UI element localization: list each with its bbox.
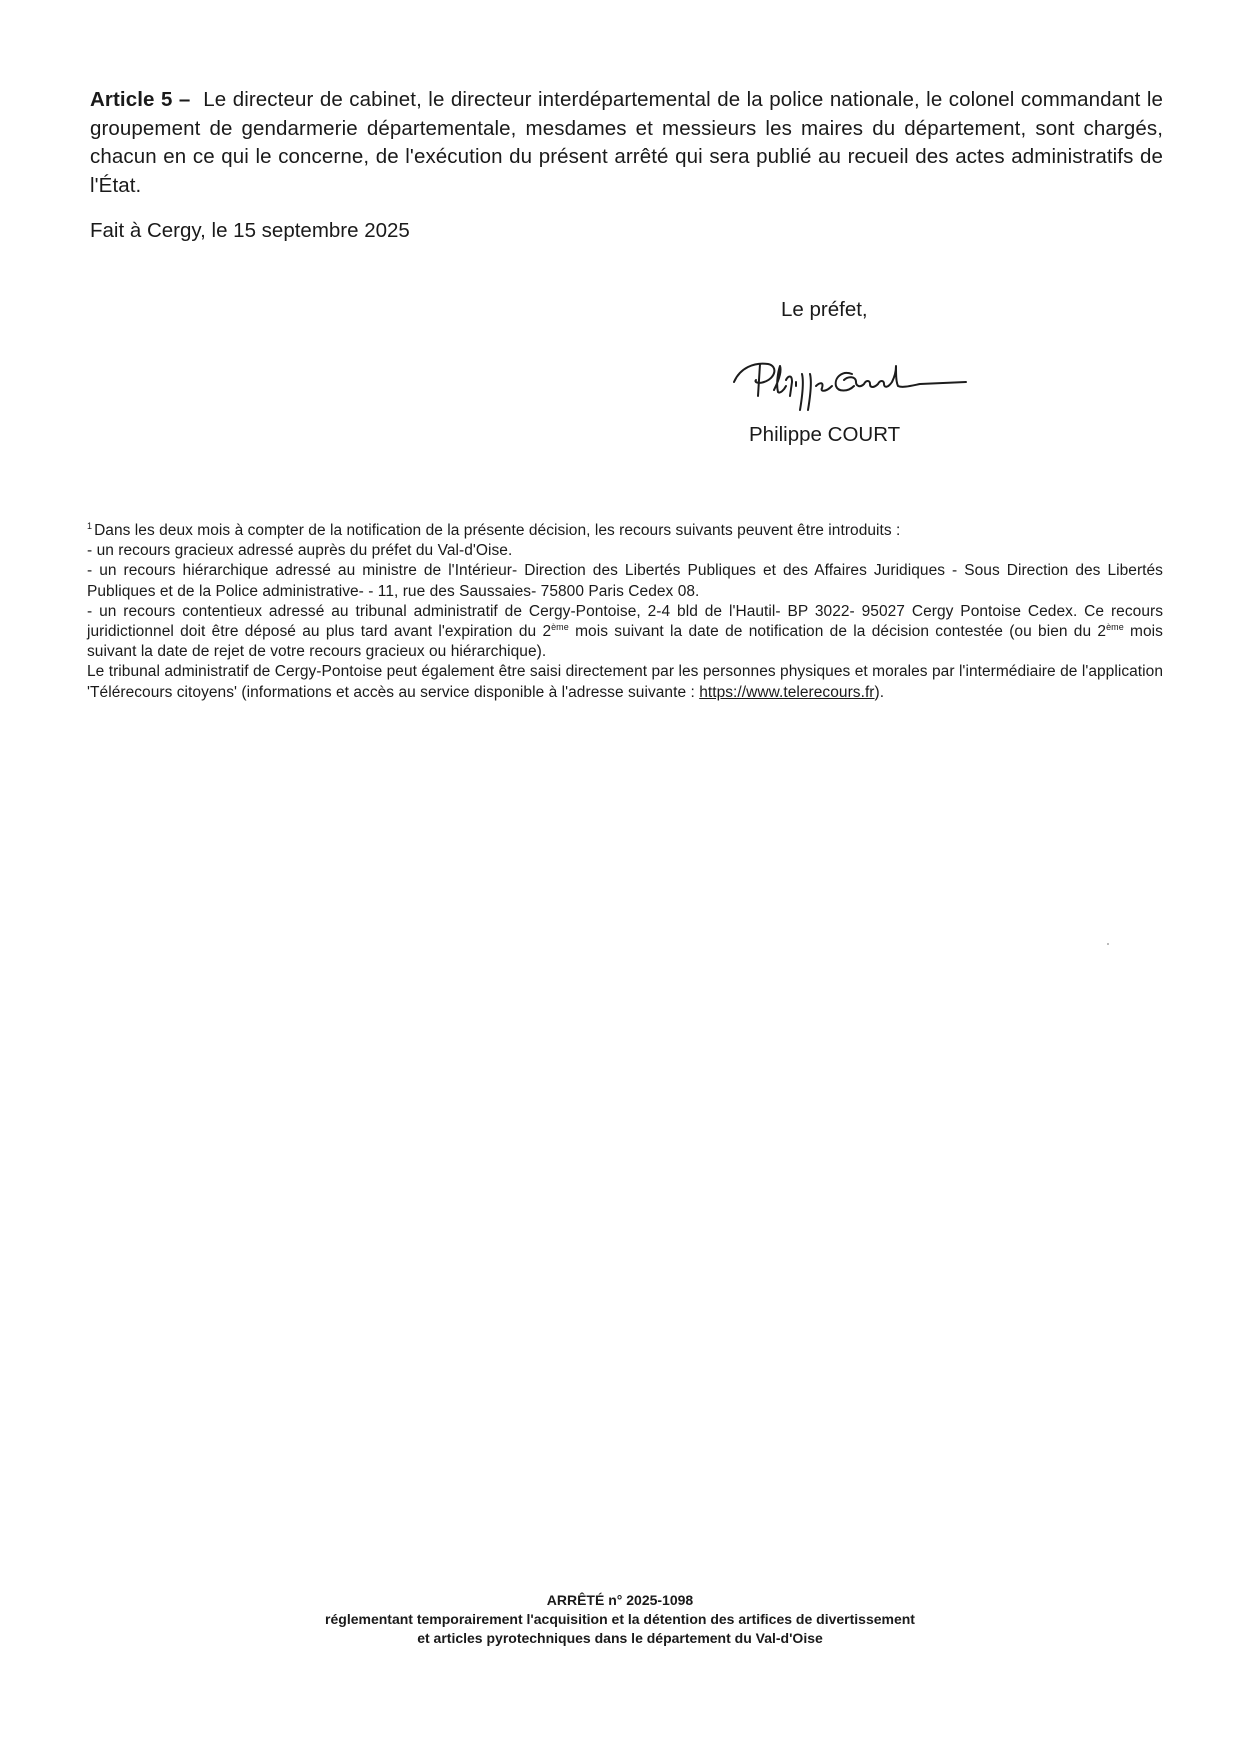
- appeal-item-telerecours-text: Le tribunal administratif de Cergy-Pontoise peut également être saisi directement par les personnes physiques et morales par l'intermédiaire de l'application 'Télérecours citoyens' (informations et accès au service disponible à l'adresse suivante :: [87, 663, 1163, 701]
- appeal-item-telerecours-end: ).: [874, 683, 885, 701]
- signatory-title: Le préfet,: [781, 298, 868, 321]
- scan-speck: [1107, 943, 1109, 945]
- ordinal-suffix: ème: [551, 621, 569, 632]
- appeal-item-contentious: [87, 602, 1163, 663]
- appeal-item-hierarchical: - un recours hiérarchique adressé au ministre de l'Intérieur- Direction des Libertés Publiques et des Affaires Juridiques - Sous Direction des Libertés Publiques et de la Police administrative- - 11, rue des Saussaies- 75800 Paris Cedex 08.: [87, 562, 1163, 600]
- appeal-item-telerecours: [87, 662, 1163, 702]
- article-body: Le directeur de cabinet, le directeur interdépartemental de la police nationale, le colonel commandant le groupement de gendarmerie départementale, mesdames et messieurs les maires du département, sont chargés, chacun en ce qui le concerne, de l'exécution du présent arrêté qui sera publié au recueil des actes administratifs de l'État.: [90, 88, 1163, 197]
- footnote-marker: 1: [87, 520, 93, 531]
- appeal-item-gracious: - un recours gracieux adressé auprès du préfet du Val-d'Oise.: [87, 542, 513, 560]
- footer-decree-title-line-1: réglementant temporairement l'acquisition et la détention des artifices de divertissement: [325, 1611, 915, 1627]
- document-footer: [0, 1591, 1240, 1648]
- appeal-item-contentious-part-2: mois suivant la date de notification de la décision contestée (ou bien du 2: [568, 623, 1107, 641]
- article-heading: Article 5 –: [90, 88, 191, 111]
- appeal-item-contentious-part-1: - un recours contentieux adressé au tribunal administratif de Cergy-Pontoise, 2-4 bld de l'Hautil- BP 3022- 95027 Cergy Pontoise Cedex. Ce recours juridictionnel doit être déposé au plus tard avant l'expiration du 2: [87, 602, 1163, 641]
- telerecours-link[interactable]: https://www.telerecours.fr: [699, 683, 875, 701]
- appeal-item-contentious-part-3: mois suivant la date de rejet de votre recours gracieux ou hiérarchique).: [87, 623, 1163, 661]
- appeal-notice: [87, 521, 1163, 703]
- place-and-date: Fait à Cergy, le 15 septembre 2025: [90, 219, 410, 242]
- signatory-name: Philippe COURT: [749, 423, 901, 446]
- article-5-paragraph: [90, 86, 1163, 200]
- handwritten-signature: [730, 352, 970, 416]
- footer-decree-title-line-2: et articles pyrotechniques dans le département du Val-d'Oise: [417, 1630, 823, 1646]
- footer-decree-number: ARRÊTÉ n° 2025-1098: [546, 1592, 694, 1608]
- appeal-intro: [87, 521, 1163, 541]
- ordinal-suffix: ème: [1106, 621, 1124, 632]
- appeal-intro-text: Dans les deux mois à compter de la notification de la présente décision, les recours suivants peuvent être introduits :: [94, 522, 901, 539]
